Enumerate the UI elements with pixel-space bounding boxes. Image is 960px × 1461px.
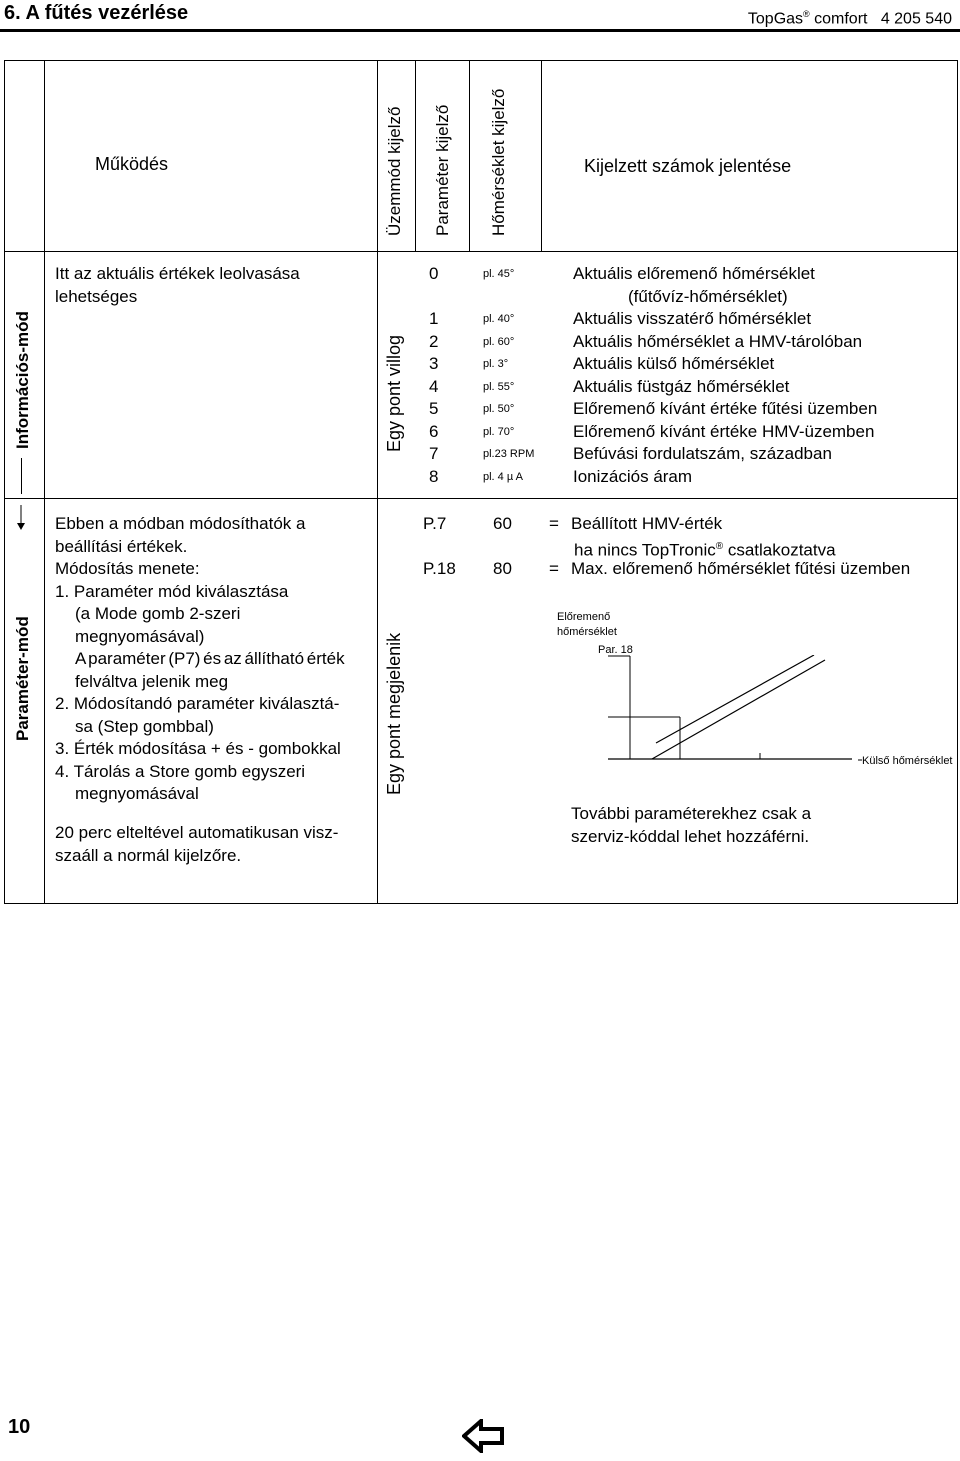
value-meaning: Aktuális előremenő hőmérséklet <box>573 264 815 283</box>
equals-sign: = <box>549 559 559 578</box>
table-col-divider-2 <box>377 60 378 904</box>
param-mode-display: Egy pont megjelenik <box>384 632 404 795</box>
header-parameter-kijelzo: Paraméter kijelző <box>433 104 452 236</box>
param-desc-line: 4. Tárolás a Store gomb egyszeri <box>55 761 306 781</box>
heating-curve-graph <box>600 655 862 767</box>
service-note-line: szerviz-kóddal lehet hozzáférni. <box>571 826 810 846</box>
graph-par-label: Par. 18 <box>598 644 633 656</box>
connected-text: csatlakoztatva <box>723 540 836 560</box>
display-number: 4 <box>429 376 439 396</box>
value-meaning: Befúvási fordulatszám, században <box>573 444 832 463</box>
table-row <box>425 331 958 354</box>
toptronic-text: ha nincs TopTronic <box>574 540 716 560</box>
param-desc-line: A paraméter (P7) és az állítható érték <box>75 649 345 668</box>
display-number: 8 <box>429 466 439 486</box>
display-number: 0 <box>429 264 439 283</box>
param-desc-line: megnyomásával) <box>75 626 205 646</box>
table-col-divider-3 <box>415 60 416 251</box>
graph-x-label: Külső hőmérséklet <box>862 755 953 767</box>
example-value: pl. 3° <box>483 358 509 370</box>
example-value: pl. 40° <box>483 313 515 325</box>
param-code-p18: P.18 <box>423 559 456 578</box>
table-row <box>425 443 958 466</box>
value-meaning: Ionizációs áram <box>573 466 693 486</box>
param-desc-line: 2. Módosítandó paraméter kiválasztá- <box>55 694 340 713</box>
registered-mark: ® <box>715 541 724 552</box>
mode-arrow-line <box>21 458 22 494</box>
graph-curve-lower <box>652 660 825 759</box>
param-desc-line: sa (Step gombbal) <box>75 716 214 736</box>
table-col-divider-1 <box>44 60 45 904</box>
header-mukodes: Működés <box>95 154 169 174</box>
param-value-p18: 80 <box>493 559 512 578</box>
service-note-line: További paraméterekhez csak a <box>571 804 812 823</box>
info-mode-label: Információs-mód <box>13 311 32 449</box>
header-uzemmod-kijelzo: Üzemmód kijelző <box>385 106 404 236</box>
header-homerseklet-kijelzo: Hőmérséklet kijelző <box>489 88 508 236</box>
table-section-divider <box>4 498 958 499</box>
param-mode-label: Paraméter-mód <box>13 616 32 741</box>
table-top-border <box>4 60 958 61</box>
header-rule <box>0 29 960 32</box>
product-suffix: comfort <box>809 10 868 28</box>
table-row <box>425 398 958 421</box>
graph-y-label <box>557 610 617 640</box>
table-row <box>425 421 958 444</box>
info-mode-display: Egy pont villog <box>384 334 404 452</box>
param-code-p7: P.7 <box>423 514 447 533</box>
example-value: pl. 45° <box>483 268 515 280</box>
equals-sign: = <box>549 514 559 533</box>
param-desc-line: 3. Érték módosítása + és - gombokkal <box>55 739 341 758</box>
auto-return-note <box>55 822 370 867</box>
table-bottom-border <box>4 903 958 904</box>
display-number: 2 <box>429 331 439 351</box>
display-number: 7 <box>429 444 439 463</box>
param-meaning-p18: Max. előremenő hőmérséklet fűtési üzemben <box>571 559 911 578</box>
info-values-list <box>425 263 958 488</box>
example-value: pl. 4 µ A <box>483 470 523 483</box>
graph-y-label-line: Előremenő <box>557 611 611 623</box>
value-meaning: Aktuális külső hőmérséklet <box>573 354 775 373</box>
example-value: pl. 70° <box>483 425 515 438</box>
table-col-divider-4 <box>469 60 470 251</box>
value-meaning: Aktuális hőmérséklet a HMV-tárolóban <box>573 331 863 351</box>
param-desc-line: Ebben a módban módosíthatók a <box>55 514 306 533</box>
value-meaning: Aktuális füstgáz hőmérséklet <box>573 376 790 396</box>
param-desc-line: felváltva jelenik meg <box>75 671 229 691</box>
graph-y-label-line: hőmérséklet <box>557 626 617 638</box>
header-kijelzett-szamok: Kijelzett számok jelentése <box>584 156 792 176</box>
table-left-border <box>4 60 5 904</box>
table-row <box>425 353 958 376</box>
param-meaning-p7: Beállított HMV-érték <box>571 514 723 533</box>
table-row <box>425 466 958 489</box>
param-desc-line: 1. Paraméter mód kiválasztása <box>55 581 289 601</box>
auto-note-line: 20 perc elteltével automatikusan visz- <box>55 823 339 842</box>
info-description <box>55 263 300 308</box>
param-description <box>55 513 370 806</box>
value-meaning: Előremenő kívánt értéke HMV-üzemben <box>573 421 875 441</box>
param-desc-line: megnyomásával <box>75 784 199 803</box>
table-row <box>425 376 958 399</box>
info-desc-line: Itt az aktuális értékek leolvasása <box>55 264 300 283</box>
table-row <box>425 263 958 286</box>
table-header-divider <box>4 251 958 252</box>
auto-note-line: szaáll a normál kijelzőre. <box>55 845 242 865</box>
example-value: pl.23 RPM <box>483 448 535 460</box>
display-number: 6 <box>429 421 439 441</box>
graph-curve-upper <box>656 655 814 743</box>
info-desc-line: lehetséges <box>55 286 138 306</box>
registered-mark: ® <box>803 9 810 19</box>
arrow-down-icon <box>14 505 28 531</box>
example-value: pl. 60° <box>483 335 515 348</box>
arrow-left-icon[interactable] <box>462 1419 504 1453</box>
value-meaning: (fűtővíz-hőmérséklet) <box>628 286 788 306</box>
param-desc-line: (a Mode gomb 2-szeri <box>75 604 241 623</box>
param-value-p7: 60 <box>493 514 512 533</box>
param-desc-line: beállítási értékek. <box>55 536 188 556</box>
page-number: 10 <box>8 1416 31 1438</box>
example-value: pl. 50° <box>483 403 515 415</box>
document-code: 4 205 540 <box>880 10 952 28</box>
product-code <box>748 4 952 29</box>
example-value: pl. 55° <box>483 380 515 393</box>
page-title: 6. A fűtés vezérlése <box>4 2 189 24</box>
table-col-divider-5 <box>541 60 542 251</box>
display-number: 5 <box>429 399 439 418</box>
table-row <box>425 286 958 309</box>
display-number: 1 <box>429 309 439 328</box>
table-row <box>425 308 958 331</box>
product-name: TopGas <box>747 10 804 28</box>
service-code-note <box>571 803 811 848</box>
value-meaning: Előremenő kívánt értéke fűtési üzemben <box>573 399 878 418</box>
value-meaning: Aktuális visszatérő hőmérséklet <box>573 309 812 328</box>
display-number: 3 <box>429 354 439 373</box>
param-desc-line: Módosítás menete: <box>55 559 200 578</box>
